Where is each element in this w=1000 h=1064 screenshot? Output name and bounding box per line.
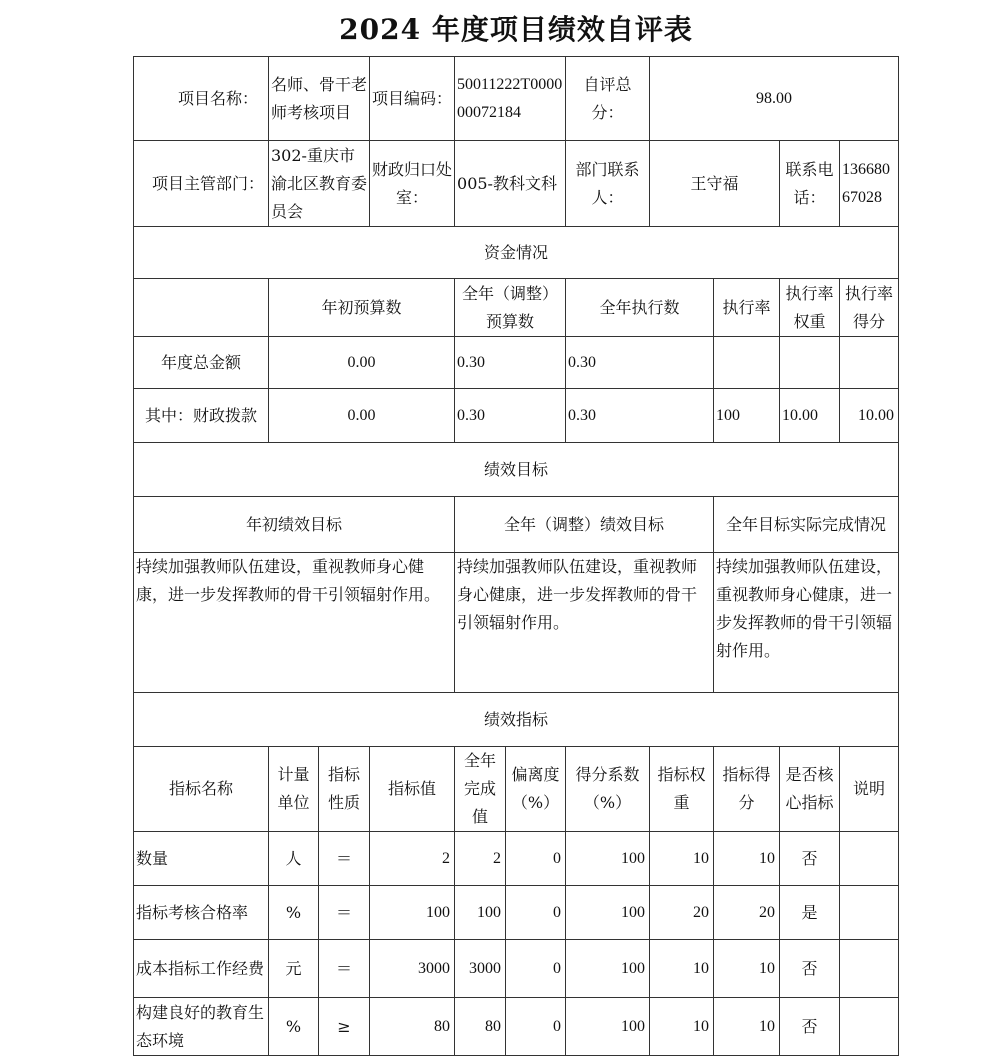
- ind-score: 10: [714, 940, 780, 998]
- ind-value: 80: [370, 998, 455, 1056]
- ind-unit: %: [269, 886, 319, 940]
- funds-row-initial: 0.00: [269, 337, 455, 389]
- ind-score: 10: [714, 998, 780, 1056]
- funds-header-score: 执行率得分: [840, 279, 899, 337]
- goals-content-row: [134, 553, 899, 693]
- ind-score: 20: [714, 886, 780, 940]
- ind-score: 10: [714, 832, 780, 886]
- funds-row-score: [840, 337, 899, 389]
- funds-section-title: 资金情况: [134, 227, 899, 279]
- ind-deviation: 0: [506, 940, 566, 998]
- ind-header-weight: 指标权重: [650, 747, 714, 832]
- ind-name: 数量: [134, 832, 269, 886]
- ind-weight: 20: [650, 886, 714, 940]
- ind-name: 构建良好的教育生态环境: [134, 998, 269, 1056]
- ind-note: [840, 998, 899, 1056]
- funds-header-blank: [134, 279, 269, 337]
- contact: 王守福: [650, 141, 780, 227]
- goals-adjusted: 持续加强教师队伍建设，重视教师身心健康，进一步发挥教师的骨干引领辐射作用。: [455, 553, 714, 693]
- ind-deviation: 0: [506, 832, 566, 886]
- ind-coef: 100: [566, 886, 650, 940]
- funds-row-weight: [780, 337, 840, 389]
- ind-weight: 10: [650, 940, 714, 998]
- funds-row-adjusted: 0.30: [455, 337, 566, 389]
- ind-value: 100: [370, 886, 455, 940]
- ind-actual: 80: [455, 998, 506, 1056]
- ind-note: [840, 886, 899, 940]
- funds-row-rate: [714, 337, 780, 389]
- goals-section-title: 绩效目标: [134, 443, 899, 497]
- ind-header-actual: 全年完成值: [455, 747, 506, 832]
- ind-nature: ＝: [319, 832, 370, 886]
- ind-header-unit: 计量单位: [269, 747, 319, 832]
- funds-row-rate: 100: [714, 389, 780, 443]
- project-code: 50011222T000000072184: [455, 57, 566, 141]
- ind-coef: 100: [566, 998, 650, 1056]
- goals-header-actual: 全年目标实际完成情况: [714, 497, 899, 553]
- ind-header-name: 指标名称: [134, 747, 269, 832]
- ind-core: 否: [780, 940, 840, 998]
- funds-row-executed: 0.30: [566, 337, 714, 389]
- ind-note: [840, 832, 899, 886]
- table-row: [134, 832, 899, 886]
- goals-header-row: [134, 497, 899, 553]
- funds-header-initial: 年初预算数: [269, 279, 455, 337]
- ind-note: [840, 940, 899, 998]
- ind-name: 成本指标工作经费: [134, 940, 269, 998]
- funds-header-row: [134, 279, 899, 337]
- indicators-section-title: 绩效指标: [134, 693, 899, 747]
- contact-label: 部门联系人：: [566, 141, 650, 227]
- funds-row: [134, 389, 899, 443]
- ind-header-coef: 得分系数（%）: [566, 747, 650, 832]
- evaluation-table: [133, 56, 899, 1056]
- funds-row-adjusted: 0.30: [455, 389, 566, 443]
- page-title: 2024 年度项目绩效自评表: [339, 13, 693, 46]
- info-row-2: [134, 141, 899, 227]
- goals-initial: 持续加强教师队伍建设，重视教师身心健康，进一步发挥教师的骨干引领辐射作用。: [134, 553, 455, 693]
- funds-header-adjusted: 全年（调整）预算数: [455, 279, 566, 337]
- ind-coef: 100: [566, 832, 650, 886]
- ind-header-value: 指标值: [370, 747, 455, 832]
- ind-core: 否: [780, 998, 840, 1056]
- ind-deviation: 0: [506, 886, 566, 940]
- goals-header-adjusted: 全年（调整）绩效目标: [455, 497, 714, 553]
- table-row: [134, 998, 899, 1056]
- ind-value: 3000: [370, 940, 455, 998]
- indicators-section-row: [134, 693, 899, 747]
- ind-unit: 人: [269, 832, 319, 886]
- goals-header-initial: 年初绩效目标: [134, 497, 455, 553]
- dept: 302-重庆市渝北区教育委员会: [269, 141, 370, 227]
- ind-weight: 10: [650, 832, 714, 886]
- funds-row-initial: 0.00: [269, 389, 455, 443]
- ind-nature: ≥: [319, 998, 370, 1056]
- project-name: 名师、骨干老师考核项目: [269, 57, 370, 141]
- ind-core: 是: [780, 886, 840, 940]
- self-score: 98.00: [650, 57, 899, 141]
- info-row-1: [134, 57, 899, 141]
- funds-row: [134, 337, 899, 389]
- indicators-header-row: [134, 747, 899, 832]
- phone-label: 联系电话：: [780, 141, 840, 227]
- ind-header-score: 指标得分: [714, 747, 780, 832]
- funds-header-weight: 执行率权重: [780, 279, 840, 337]
- ind-deviation: 0: [506, 998, 566, 1056]
- ind-coef: 100: [566, 940, 650, 998]
- funds-section-row: [134, 227, 899, 279]
- funds-header-rate: 执行率: [714, 279, 780, 337]
- goals-section-row: [134, 443, 899, 497]
- funds-row-label: 其中：财政拨款: [134, 389, 269, 443]
- ind-nature: ＝: [319, 940, 370, 998]
- dept-label: 项目主管部门：: [134, 141, 269, 227]
- project-name-label: 项目名称：: [134, 57, 269, 141]
- goals-actual: 持续加强教师队伍建设，重视教师身心健康，进一步发挥教师的骨干引领辐射作用。: [714, 553, 899, 693]
- finance-office-label: 财政归口处室：: [370, 141, 455, 227]
- ind-header-nature: 指标性质: [319, 747, 370, 832]
- funds-row-score: 10.00: [840, 389, 899, 443]
- ind-header-note: 说明: [840, 747, 899, 832]
- ind-weight: 10: [650, 998, 714, 1056]
- funds-header-executed: 全年执行数: [566, 279, 714, 337]
- ind-actual: 100: [455, 886, 506, 940]
- ind-header-deviation: 偏离度（%）: [506, 747, 566, 832]
- ind-nature: ＝: [319, 886, 370, 940]
- finance-office: 005-教科文科: [455, 141, 566, 227]
- table-row: [134, 940, 899, 998]
- funds-row-executed: 0.30: [566, 389, 714, 443]
- ind-unit: 元: [269, 940, 319, 998]
- ind-core: 否: [780, 832, 840, 886]
- ind-actual: 2: [455, 832, 506, 886]
- funds-row-weight: 10.00: [780, 389, 840, 443]
- self-score-label: 自评总分：: [566, 57, 650, 141]
- ind-unit: %: [269, 998, 319, 1056]
- ind-value: 2: [370, 832, 455, 886]
- table-row: [134, 886, 899, 940]
- project-code-label: 项目编码：: [370, 57, 455, 141]
- ind-header-core: 是否核心指标: [780, 747, 840, 832]
- ind-name: 指标考核合格率: [134, 886, 269, 940]
- ind-actual: 3000: [455, 940, 506, 998]
- phone: 13668067028: [840, 141, 899, 227]
- funds-row-label: 年度总金额: [134, 337, 269, 389]
